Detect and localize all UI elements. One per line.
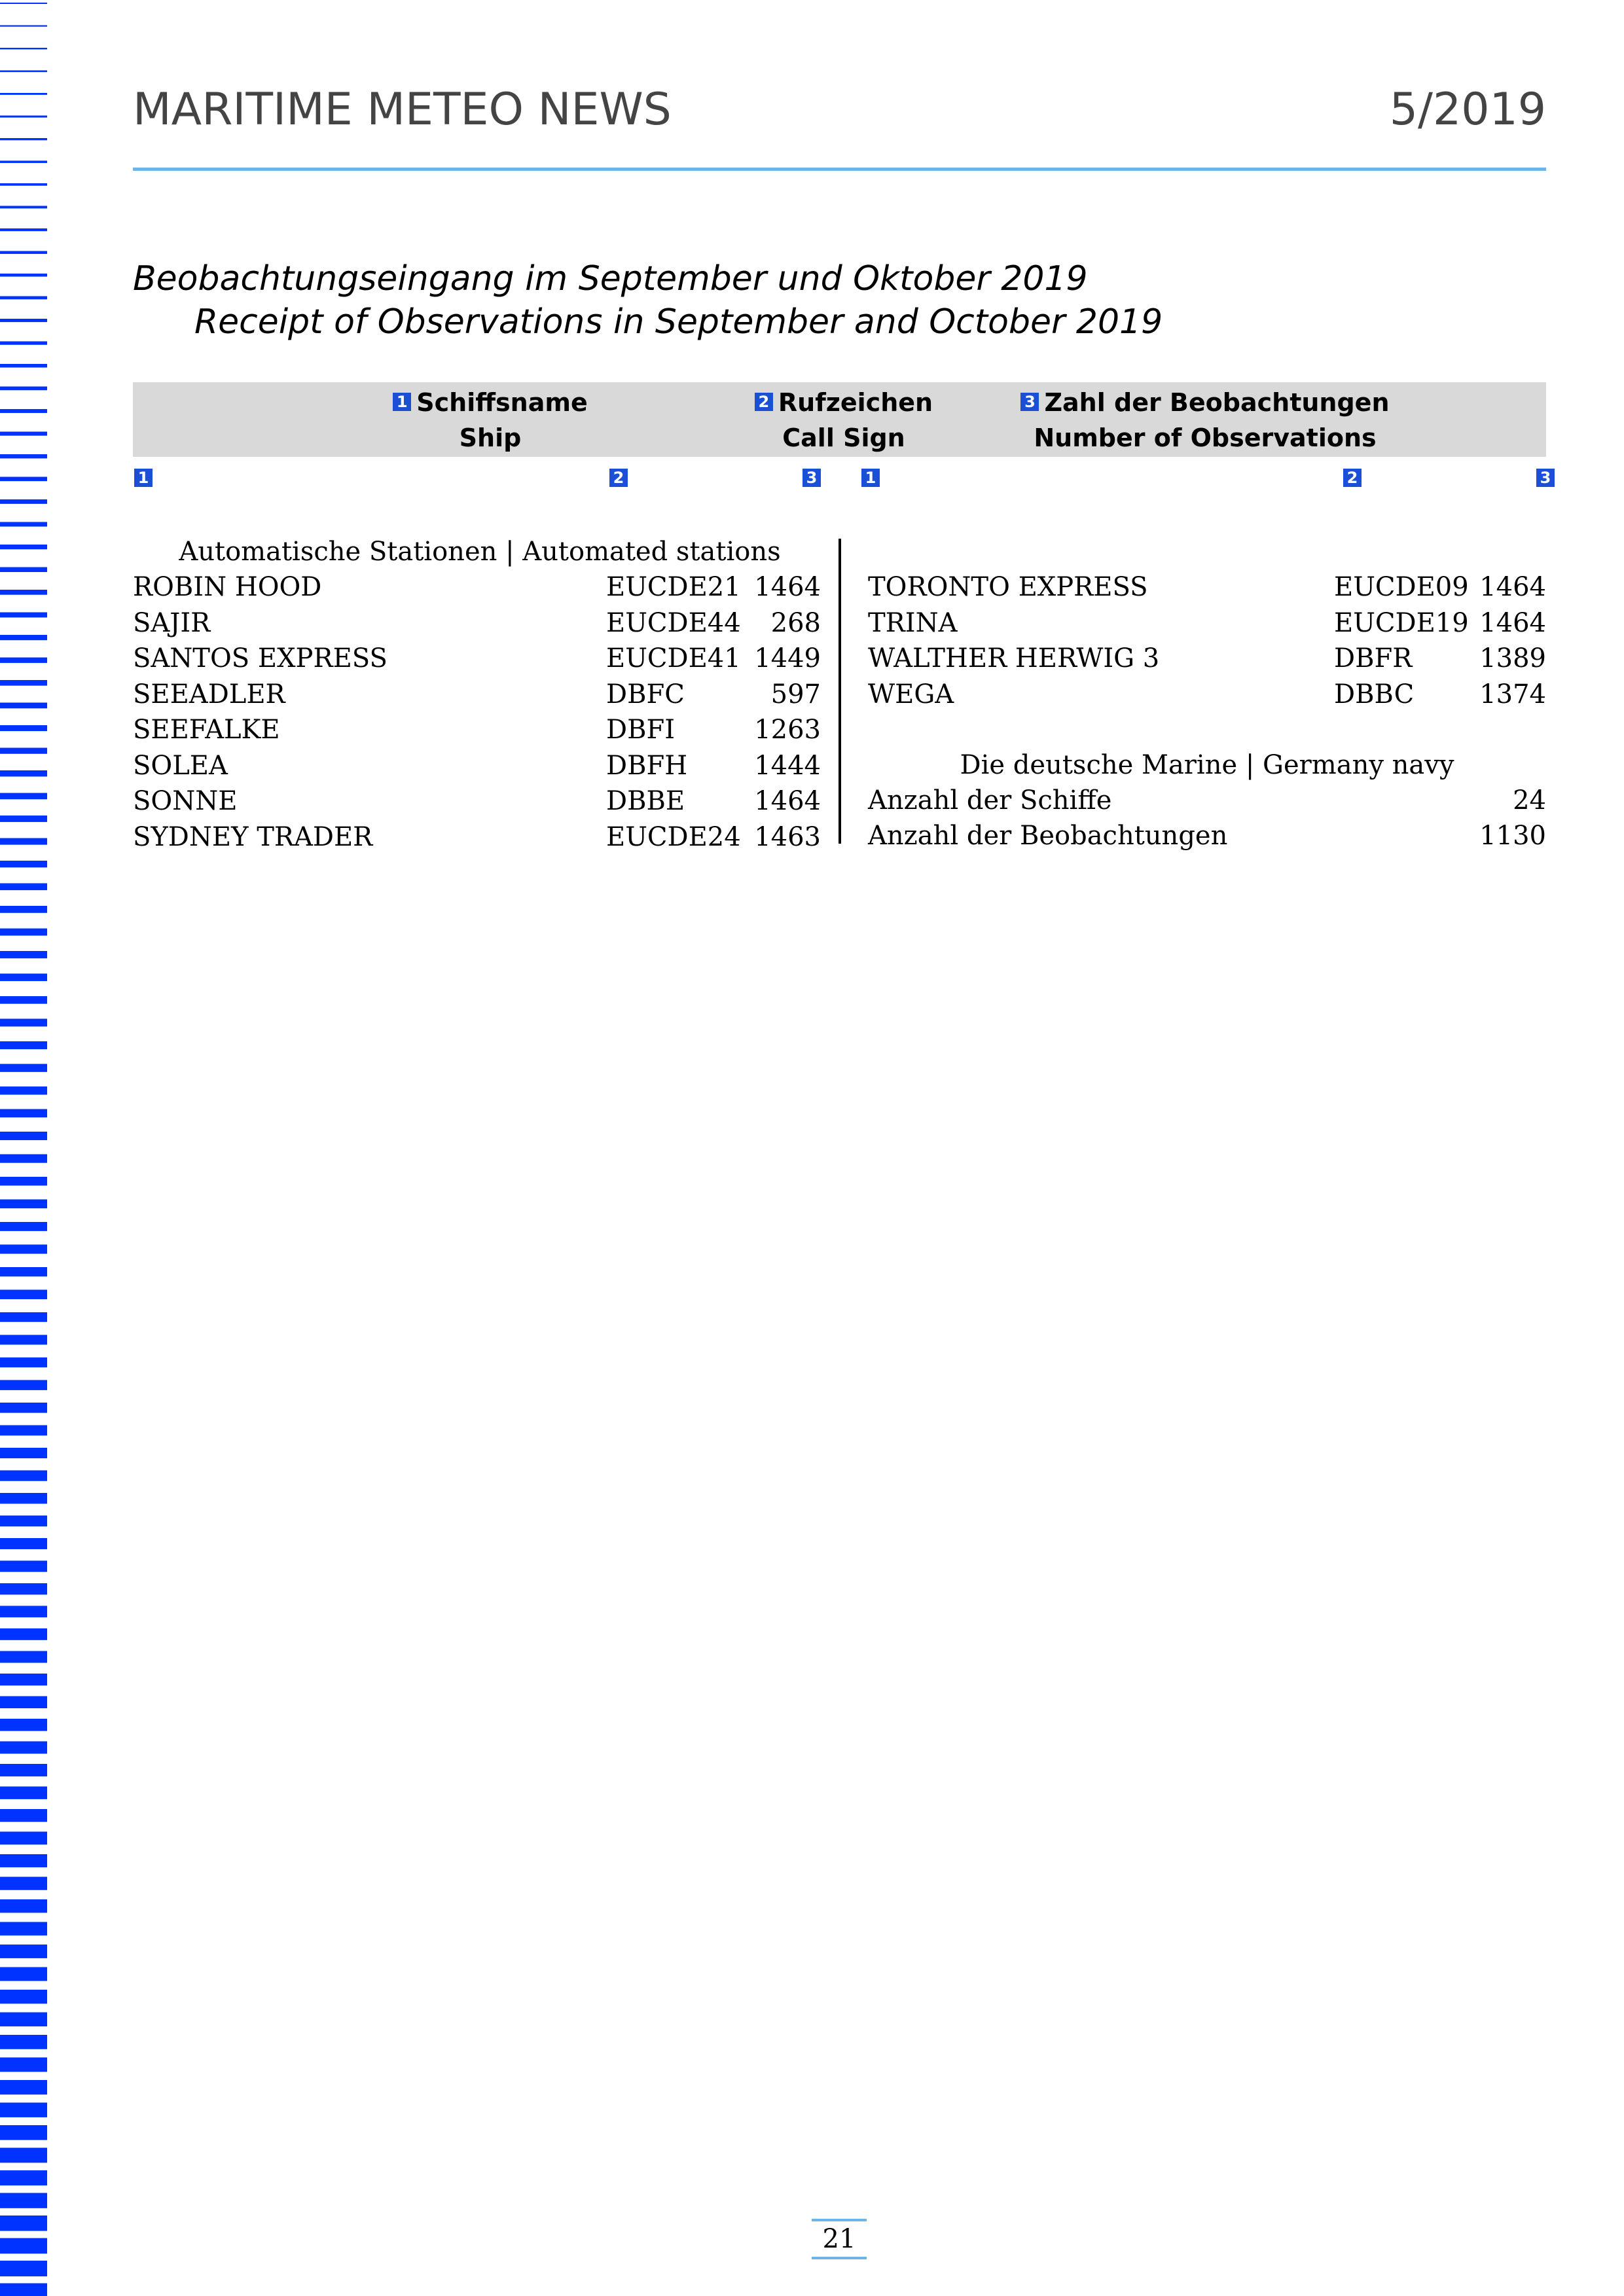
col-badge-2-right: 2 [1343, 469, 1362, 487]
stripe-bar [0, 1787, 47, 1799]
stripe-bar [0, 567, 47, 573]
header-ship: 1 Schiffsname Ship [372, 385, 608, 456]
stripe-bar [0, 3, 47, 4]
call-sign: DBFH [606, 750, 688, 781]
stripe-bar [0, 951, 47, 958]
stripe-bar [0, 1132, 47, 1140]
stripe-bar [0, 1561, 47, 1572]
stripe-bar [0, 251, 47, 254]
stripe-bar [0, 1041, 47, 1049]
stripe-bar [0, 432, 47, 436]
section-automated: Automatische Stationen | Automated stations [179, 537, 781, 567]
observation-count: 1463 [754, 821, 821, 852]
stripe-bar [0, 1109, 47, 1118]
stripe-bar [0, 1628, 47, 1640]
subtitle-english: Receipt of Observations in September and October 2019 [194, 302, 1163, 342]
stripe-bar [0, 26, 47, 27]
stripe-bar [0, 1899, 47, 1912]
stripe-bar [0, 522, 47, 527]
ship-name: SONNE [133, 786, 238, 816]
column-divider [839, 539, 841, 844]
ship-name: SEEFALKE [133, 715, 280, 745]
badge-2: 2 [755, 393, 773, 411]
stripe-bar [0, 1809, 47, 1822]
stripe-bar [0, 1471, 47, 1481]
table-header [133, 382, 1546, 457]
stripe-bar [0, 1674, 47, 1685]
stripe-bar [0, 48, 47, 49]
call-sign: EUCDE21 [606, 572, 741, 602]
col-badge-1-right: 1 [861, 469, 880, 487]
call-sign: DBFI [606, 715, 676, 745]
stripe-bar [0, 2284, 47, 2296]
ship-name: SANTOS EXPRESS [133, 643, 388, 673]
stripe-bar [0, 2035, 47, 2049]
stripe-bar [0, 906, 47, 913]
stripe-bar [0, 1155, 47, 1163]
call-sign: EUCDE41 [606, 643, 741, 673]
ship-name: WEGA [868, 679, 954, 709]
stripe-bar [0, 996, 47, 1004]
stripe-bar [0, 319, 47, 322]
stripe-bar [0, 2103, 47, 2117]
observation-count: 1464 [754, 572, 821, 602]
stripe-bar [0, 1245, 47, 1254]
observation-count: 1263 [754, 715, 821, 745]
ship-name: WALTHER HERWIG 3 [868, 643, 1160, 673]
col-badge-3: 3 [803, 469, 821, 487]
stripe-bar [0, 1651, 47, 1663]
stripe-bar [0, 1922, 47, 1936]
observation-count: 1464 [1479, 572, 1546, 602]
stripe-bar [0, 838, 47, 845]
stripe-bar [0, 2215, 47, 2231]
stripe-bar [0, 635, 47, 640]
stripe-bar [0, 1357, 47, 1367]
observation-count: 597 [770, 679, 821, 709]
stripe-bar [0, 770, 47, 776]
stripe-bar [0, 816, 47, 822]
page-number: 21 [812, 2219, 867, 2259]
stripe-bar [0, 1854, 47, 1867]
stripe-bar [0, 228, 47, 231]
observation-count: 1449 [754, 643, 821, 673]
stripe-bar [0, 680, 47, 686]
call-sign: EUCDE24 [606, 821, 741, 852]
stripe-bar [0, 71, 47, 73]
stripe-bar [0, 342, 47, 345]
stripe-bar [0, 793, 47, 800]
stripe-bar [0, 1403, 47, 1413]
stripe-bar [0, 364, 47, 368]
decorative-stripe [0, 0, 47, 2296]
observation-count: 1464 [754, 786, 821, 816]
ship-name: TRINA [868, 607, 958, 638]
stripe-bar [0, 2013, 47, 2027]
stripe-bar [0, 477, 47, 482]
stripe-bar [0, 1019, 47, 1027]
stripe-bar [0, 1426, 47, 1436]
badge-1: 1 [393, 393, 411, 411]
header-call-sign: 2 Rufzeichen Call Sign [746, 385, 942, 456]
stripe-bar [0, 2170, 47, 2185]
stripe-bar [0, 974, 47, 981]
stripe-bar [0, 1290, 47, 1300]
stripe-bar [0, 590, 47, 595]
observation-count: 1389 [1479, 643, 1546, 673]
stripe-bar [0, 116, 47, 118]
stripe-bar [0, 1493, 47, 1504]
stripe-bar [0, 499, 47, 504]
stripe-bar [0, 206, 47, 209]
stripe-bar [0, 2238, 47, 2254]
stripe-bar [0, 2193, 47, 2208]
stripe-bar [0, 2125, 47, 2140]
stripe-bar [0, 2261, 47, 2276]
ship-name: SAJIR [133, 607, 211, 638]
col-badge-2: 2 [609, 469, 628, 487]
header-rule [133, 168, 1546, 171]
summary-obs-value: 1130 [1479, 821, 1546, 851]
stripe-bar [0, 658, 47, 663]
call-sign: EUCDE09 [1334, 572, 1469, 602]
stripe-bar [0, 1335, 47, 1345]
col-badge-3-right: 3 [1536, 469, 1555, 487]
stripe-bar [0, 274, 47, 277]
call-sign: DBBC [1334, 679, 1415, 709]
stripe-bar [0, 1742, 47, 1754]
stripe-bar [0, 138, 47, 140]
stripe-bar [0, 183, 47, 186]
subtitle-german: Beobachtungseingang im September und Oktober 2019 [133, 259, 1088, 298]
magazine-title: MARITIME METEO NEWS [133, 84, 672, 135]
call-sign: DBFR [1334, 643, 1413, 673]
stripe-bar [0, 613, 47, 618]
stripe-bar [0, 748, 47, 754]
stripe-bar [0, 1177, 47, 1185]
stripe-bar [0, 161, 47, 164]
ship-name: SEEADLER [133, 679, 285, 709]
stripe-bar [0, 1990, 47, 2003]
stripe-bar [0, 884, 47, 891]
summary-ships-label: Anzahl der Schiffe [868, 785, 1112, 816]
stripe-bar [0, 1312, 47, 1322]
stripe-bar [0, 703, 47, 709]
summary-obs-label: Anzahl der Beobachtungen [868, 821, 1228, 851]
summary-ships-value: 24 [1513, 785, 1546, 816]
stripe-bar [0, 2058, 47, 2072]
observation-count: 1464 [1479, 607, 1546, 638]
section-navy: Die deutsche Marine | Germany navy [960, 750, 1454, 780]
call-sign: DBBE [606, 786, 685, 816]
stripe-bar [0, 1719, 47, 1731]
ship-name: ROBIN HOOD [133, 572, 322, 602]
stripe-bar [0, 1064, 47, 1072]
stripe-bar [0, 409, 47, 413]
stripe-bar [0, 1222, 47, 1231]
col-badge-1: 1 [134, 469, 153, 487]
stripe-bar [0, 1967, 47, 1981]
stripe-bar [0, 1945, 47, 1958]
stripe-bar [0, 1538, 47, 1549]
stripe-bar [0, 1267, 47, 1276]
observation-count: 1374 [1479, 679, 1546, 709]
stripe-bar [0, 545, 47, 549]
stripe-bar [0, 725, 47, 731]
observation-count: 268 [770, 607, 821, 638]
call-sign: EUCDE19 [1334, 607, 1469, 638]
call-sign: EUCDE44 [606, 607, 741, 638]
stripe-bar [0, 1380, 47, 1390]
stripe-bar [0, 1448, 47, 1458]
stripe-bar [0, 1832, 47, 1845]
stripe-bar [0, 1583, 47, 1594]
stripe-bar [0, 1606, 47, 1618]
stripe-bar [0, 2148, 47, 2163]
stripe-bar [0, 2080, 47, 2094]
stripe-bar [0, 1696, 47, 1709]
ship-name: TORONTO EXPRESS [868, 572, 1148, 602]
stripe-bar [0, 1764, 47, 1776]
ship-name: SOLEA [133, 750, 228, 781]
stripe-bar [0, 454, 47, 458]
stripe-bar [0, 93, 47, 95]
call-sign: DBFC [606, 679, 685, 709]
stripe-bar [0, 1877, 47, 1890]
badge-3: 3 [1020, 393, 1039, 411]
stripe-bar [0, 1086, 47, 1095]
stripe-bar [0, 1200, 47, 1209]
stripe-bar [0, 1516, 47, 1527]
stripe-bar [0, 296, 47, 300]
ship-name: SYDNEY TRADER [133, 821, 373, 852]
stripe-bar [0, 861, 47, 867]
stripe-bar [0, 387, 47, 391]
observation-count: 1444 [754, 750, 821, 781]
stripe-bar [0, 929, 47, 936]
issue-number: 5/2019 [1389, 84, 1546, 135]
header-observations: 3 Zahl der Beobachtungen Number of Observations [1009, 385, 1401, 456]
